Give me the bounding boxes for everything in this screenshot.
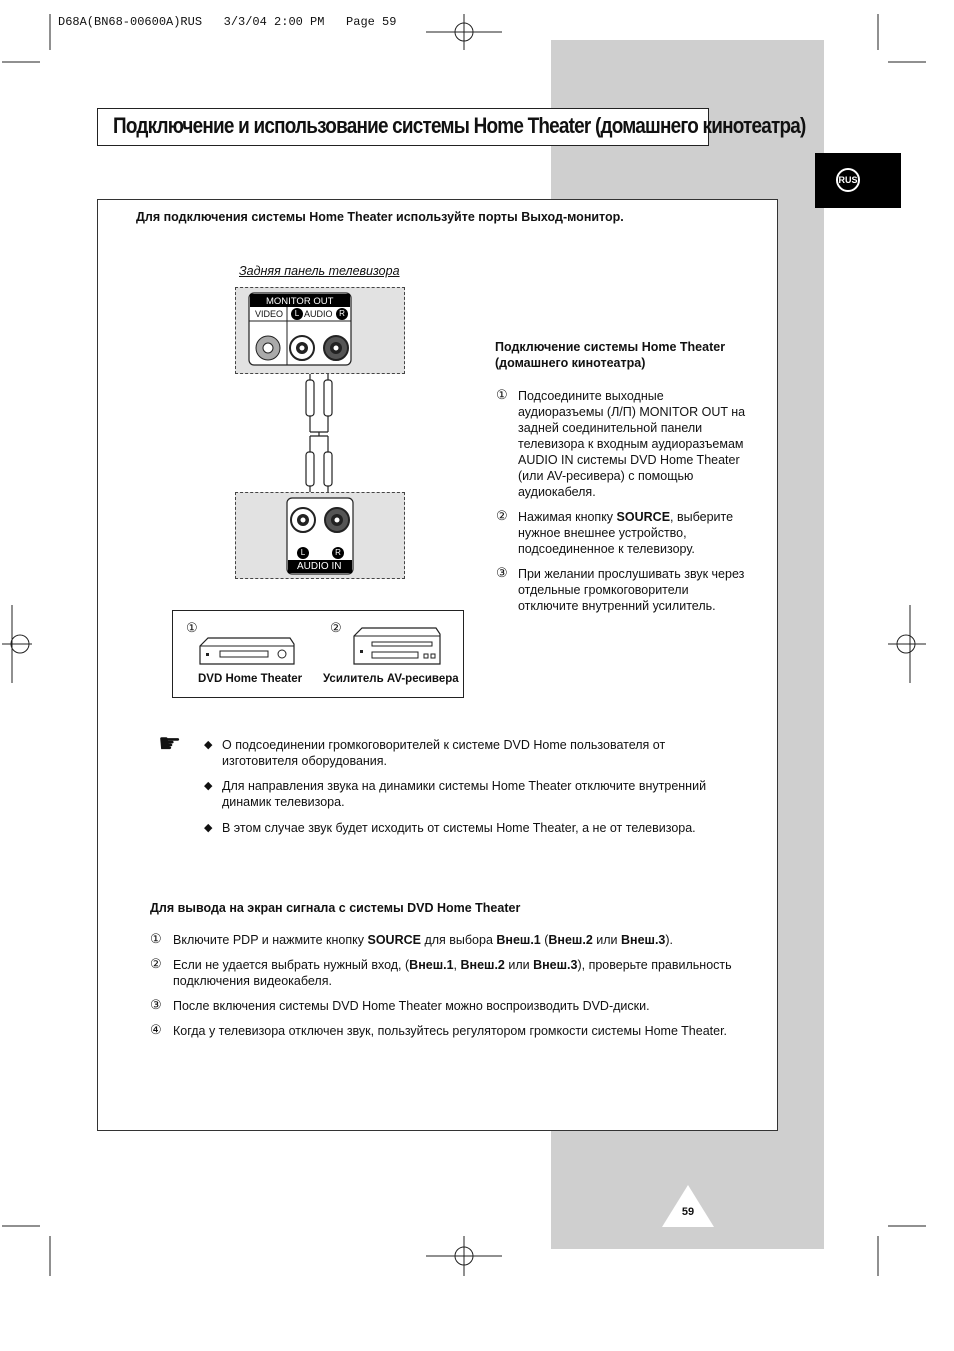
step-line: [518, 509, 768, 525]
page-title: Подключение и использование системы Home Theater (домашнего кинотеатра): [113, 113, 806, 138]
step-line: [173, 957, 732, 973]
left-channel-badge: L: [291, 308, 303, 320]
note-2: [222, 778, 706, 810]
display-step-2: [173, 957, 732, 989]
step-line: (или AV-ресивера) с помощью: [518, 469, 694, 483]
dvd-device-label: DVD Home Theater: [198, 673, 303, 685]
audio-label: AUDIO: [304, 309, 333, 319]
source-key: SOURCE: [367, 933, 421, 947]
step-text: ).: [665, 933, 674, 947]
step-text: для выбора: [420, 933, 497, 947]
source-key: SOURCE: [616, 510, 671, 524]
av-device-label: Усилитель AV-ресивера: [323, 673, 459, 685]
step-text: , выберите: [670, 510, 734, 524]
step-text: Если не удается выбрать нужный вход, (: [173, 958, 410, 972]
connect-step-1: [518, 388, 768, 500]
bullet-icon: ◆: [204, 780, 213, 792]
input-ext2: Внеш.2: [460, 958, 505, 972]
note-line: динамик телевизора.: [222, 795, 345, 809]
display-step-2-number: ②: [150, 956, 162, 971]
dvd-player-icon: [198, 636, 296, 666]
note-line: Для направления звука на динамики системы Home Theater отключите внутренний: [222, 779, 707, 793]
language-tab-label: RUS: [836, 168, 860, 192]
step-text: Включите PDP и нажмите кнопку: [173, 933, 368, 947]
display-step-1: [173, 932, 673, 948]
video-label: VIDEO: [255, 309, 284, 319]
audio-in-label: AUDIO IN: [297, 561, 342, 572]
input-ext1: Внеш.1: [496, 933, 541, 947]
step-line: телевизора к входным аудиоразъемам: [518, 437, 744, 451]
step-line: подсоединенное к телевизору.: [518, 542, 695, 556]
bullet-icon: ◆: [204, 822, 213, 834]
display-step-4-number: ④: [150, 1022, 162, 1037]
note-1: [222, 737, 665, 769]
step-line: нужное внешнее устройство,: [518, 526, 687, 540]
diagram-caption: Задняя панель телевизора: [239, 264, 400, 278]
pointing-hand-icon: ☛: [158, 728, 182, 758]
note-line: изготовителя оборудования.: [222, 754, 388, 768]
note-line: О подсоединении громкоговорителей к системе DVD Home пользователя от: [222, 738, 666, 752]
step-text: (: [540, 933, 549, 947]
step-line: аудиокабеля.: [518, 485, 596, 499]
input-ext2: Внеш.2: [548, 933, 593, 947]
audio-in-left-badge: L: [297, 547, 309, 559]
connect-heading-line2: (домашнего кинотеатра): [495, 356, 646, 370]
step-line: Подсоедините выходные: [518, 389, 664, 403]
display-step-4: Когда у телевизора отключен звук, пользуйтесь регулятором громкости системы Home Theater.: [173, 1024, 728, 1038]
device-number-2: ②: [330, 620, 342, 635]
connect-heading-line1: Подключение системы Home Theater: [495, 340, 726, 354]
input-ext3: Внеш.3: [621, 933, 666, 947]
step-line: отдельные громкоговорители: [518, 583, 689, 597]
step-line: аудиоразъемы (Л/П) MONITOR OUT на: [518, 405, 746, 419]
step-text: Нажимая кнопку: [518, 510, 617, 524]
connect-step-2: [518, 509, 768, 557]
page-number: 59: [681, 1206, 695, 1218]
step-line: При желании прослушивать звук через: [518, 567, 745, 581]
note-line: В этом случае звук будет исходить от системы Home Theater, а не от телевизора.: [222, 821, 696, 835]
connect-step-1-number: ①: [496, 387, 508, 402]
device-number-1: ①: [186, 620, 198, 635]
bullet-icon: ◆: [204, 739, 213, 751]
step-line: задней соединительной панели: [518, 421, 703, 435]
audio-in-right-badge: R: [332, 547, 344, 559]
connect-step-3: [518, 566, 768, 614]
step-line: отключите внутренний усилитель.: [518, 599, 716, 613]
step-text: или: [504, 958, 534, 972]
display-heading: Для вывода на экран сигнала с системы DVD Home Theater: [150, 901, 521, 915]
intro-text: Для подключения системы Home Theater используйте порты Выход-монитор.: [136, 210, 624, 224]
print-header: D68A(BN68-00600A)RUS 3/3/04 2:00 PM Page 59: [58, 15, 397, 29]
connect-step-3-number: ③: [496, 565, 508, 580]
note-3: [222, 820, 696, 836]
step-line: подключения видеокабеля.: [173, 974, 332, 988]
monitor-out-label: MONITOR OUT: [266, 296, 334, 307]
right-channel-badge: R: [336, 308, 348, 320]
av-receiver-icon: [352, 626, 442, 666]
display-step-3-number: ③: [150, 997, 162, 1012]
input-ext1: Внеш.1: [409, 958, 454, 972]
step-text: ), проверьте правильность: [577, 958, 732, 972]
audio-cable: [295, 374, 345, 492]
step-text: или: [592, 933, 621, 947]
connect-step-2-number: ②: [496, 508, 508, 523]
step-text: ,: [453, 958, 461, 972]
display-step-3: После включения системы DVD Home Theater можно воспроизводить DVD-диски.: [173, 999, 650, 1013]
input-ext3: Внеш.3: [533, 958, 578, 972]
display-step-1-number: ①: [150, 931, 162, 946]
step-line: AUDIO IN системы DVD Home Theater: [518, 453, 740, 467]
